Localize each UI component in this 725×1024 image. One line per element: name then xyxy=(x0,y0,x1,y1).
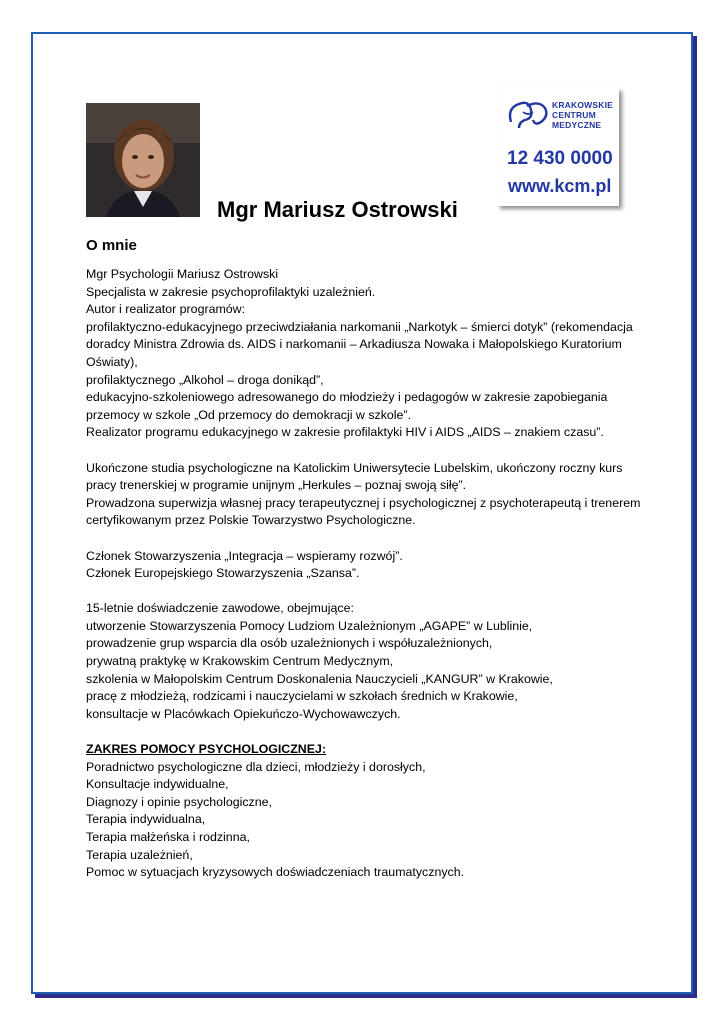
text-line: utworzenie Stowarzyszenia Pomocy Ludziom Uzależnionym „AGAPE” w Lublinie, xyxy=(86,618,533,633)
text-line: konsultacje w Placówkach Opiekuńczo-Wychowawczych. xyxy=(86,706,401,721)
help-item: Terapia małżeńska i rodzinna, xyxy=(86,830,250,844)
kcm-logo-icon xyxy=(505,98,551,132)
person-name: Mgr Mariusz Ostrowski xyxy=(217,197,458,222)
help-item: Diagnozy i opinie psychologiczne, xyxy=(86,794,272,809)
text-line: Autor i realizator programów: xyxy=(86,302,246,317)
help-item: Terapia uzależnień, xyxy=(86,847,193,862)
text-line: Członek Europejskiego Stowarzyszenia „Szansa”. xyxy=(86,566,360,581)
paragraph-experience xyxy=(86,600,646,723)
text-line: pracy trenerskiej w programie unijnym „Herkules – poznaj swoją siłę”. xyxy=(86,478,467,493)
text-line: doradcy Ministra Zdrowia ds. AIDS i narkomanii – Arkadiusza Nowaka i Małopolskiego Kuratorium xyxy=(86,337,622,352)
text-line: profilaktycznego „Alkohol – droga donikąd”, xyxy=(86,372,324,387)
text-line: pracę z młodzieżą, rodzicami i nauczycielami w szkołach średnich w Krakowie, xyxy=(86,689,518,704)
text-line: Ukończone studia psychologiczne na Katolickim Uniwersytecie Lubelskim, ukończony roczny kurs xyxy=(86,460,623,475)
logo-name-line: MEDYCZNE xyxy=(552,120,602,130)
portrait-image xyxy=(86,103,200,217)
text-line: Członek Stowarzyszenia „Integracja – wspieramy rozwój”. xyxy=(86,548,403,563)
text-line: prowadzenie grup wsparcia dla osób uzależnionych i współuzależnionych, xyxy=(86,636,493,651)
paragraph-education xyxy=(86,460,646,530)
text-line: edukacyjno-szkoleniowego adresowanego do młodzieży i pedagogów w zakresie zapobiegania xyxy=(86,390,608,405)
text-line: prywatną praktykę w Krakowskim Centrum Medycznym, xyxy=(86,654,394,669)
logo-website: www.kcm.pl xyxy=(508,176,612,196)
document-body xyxy=(86,266,646,899)
text-line: profilaktyczno-edukacyjnego przeciwdziałania narkomanii „Narkotyk – śmierci dotyk” (rekomendacja xyxy=(86,319,633,334)
text-line: 15-letnie doświadczenie zawodowe, obejmujące: xyxy=(86,601,354,616)
text-line: Mgr Psychologii Mariusz Ostrowski xyxy=(86,267,279,281)
text-line: Prowadzona superwizja własnej pracy terapeutycznej i psychologicznej z psychoterapeutą i trenerem xyxy=(86,495,641,510)
section-title: O mnie xyxy=(86,237,137,254)
kcm-logo-name xyxy=(552,100,613,130)
text-line: szkolenia w Małopolskim Centrum Doskonalenia Nauczycieli „KANGUR” w Krakowie, xyxy=(86,671,553,686)
paragraph-qualifications xyxy=(86,266,646,442)
help-item: Konsultacje indywidualne, xyxy=(86,777,229,792)
help-item: Terapia indywidualna, xyxy=(86,812,206,827)
paragraph-help-scope xyxy=(86,741,646,882)
text-line: Specjalista w zakresie psychoprofilaktyki uzależnień. xyxy=(86,284,376,299)
text-line: przemocy w szkole „Od przemocy do demokracji w szkole”. xyxy=(86,407,412,422)
logo-phone: 12 430 0000 xyxy=(507,148,613,169)
profile-photo xyxy=(86,103,200,217)
help-scope-heading: ZAKRES POMOCY PSYCHOLOGICZNEJ: xyxy=(86,742,327,757)
logo-name-line: KRAKOWSKIE xyxy=(552,100,614,110)
text-line: Realizator programu edukacyjnego w zakresie profilaktyki HIV i AIDS „AIDS – znakiem czasu”. xyxy=(86,425,604,440)
text-line: certyfikowanym przez Polskie Towarzystwo Psychologiczne. xyxy=(86,513,416,528)
logo-name-line: CENTRUM xyxy=(552,110,596,120)
kcm-logo-card xyxy=(497,88,619,206)
paragraph-memberships xyxy=(86,548,646,583)
text-line: Oświaty), xyxy=(86,354,138,369)
help-item: Pomoc w sytuacjach kryzysowych doświadczeniach traumatycznych. xyxy=(86,865,465,880)
help-item: Poradnictwo psychologiczne dla dzieci, młodzieży i dorosłych, xyxy=(86,759,426,774)
